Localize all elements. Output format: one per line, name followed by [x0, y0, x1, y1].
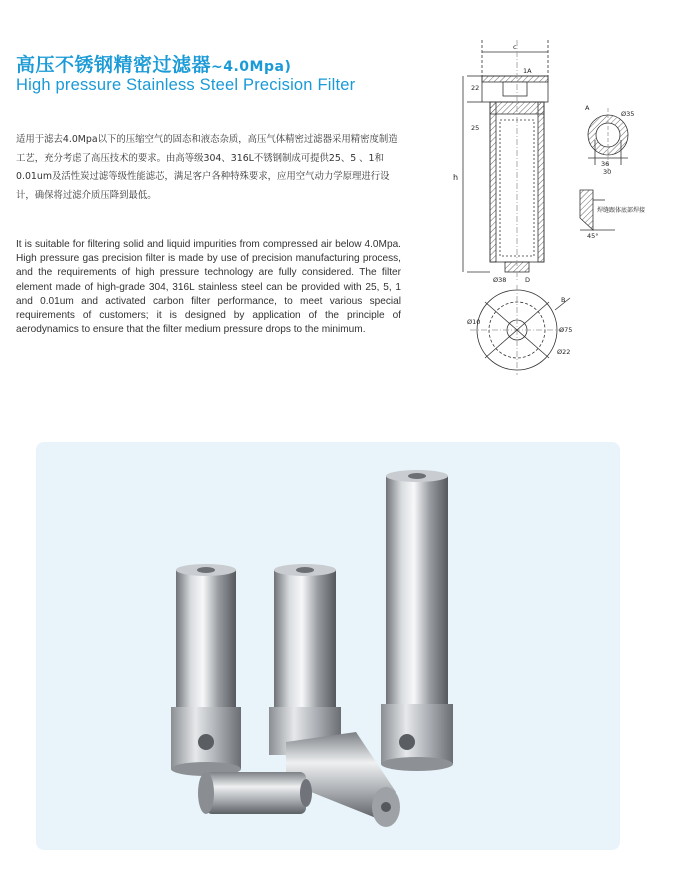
label-10: Ø10	[467, 318, 481, 326]
description-chinese: 适用于滤去4.0Mpa以下的压缩空气的固态和液态杂质，高压气体精密过滤器采用精密度制造工艺，充分考虑了高压技术的要求。由高等级304、316L不锈钢制成可提供25、5 、1和0.01um及活性炭过滤等级性能滤芯，满足客户各种特殊要求，应用空气动力学原理进行设计，确保将过滤介质压降到最低。	[16, 134, 398, 201]
product-photo-panel	[36, 442, 620, 850]
label-b: B	[561, 296, 566, 304]
label-d38: Ø38	[493, 276, 507, 284]
filter-medium	[269, 564, 341, 755]
product-title-english: High pressure Stainless Steel Precision Filter	[16, 76, 356, 94]
label-35: Ø35	[621, 110, 635, 118]
filter-tall-right	[381, 470, 453, 771]
product-photo	[36, 442, 620, 850]
product-title-chinese	[16, 50, 291, 77]
label-a: A	[585, 104, 590, 112]
title-cn-main: 高压不锈钢精密过滤器	[16, 54, 212, 76]
label-c: c	[513, 43, 517, 51]
label-h: h	[453, 173, 459, 182]
label-75: Ø75	[559, 326, 573, 334]
label-36: 36	[601, 160, 610, 168]
filter-short-left	[171, 564, 241, 776]
label-22b: Ø22	[557, 348, 571, 356]
label-a-section: 1A	[523, 67, 532, 75]
label-22: 22	[471, 84, 480, 92]
technical-drawing	[445, 40, 685, 380]
label-weld: 焊缝跟体底部焊接	[597, 207, 646, 214]
label-45: 45°	[587, 232, 599, 240]
label-25: 25	[471, 124, 480, 132]
label-d: D	[525, 276, 531, 284]
title-cn-pressure: ~4.0Mpa)	[211, 59, 292, 75]
description-english: It is suitable for filtering solid and liquid impurities from compressed air below 4.0Mpa. High pressure gas precision filter is made by use of precision manufacturing process, and the requirements of high pressure technology are fully considered. The filter element made of high-grade 304, 316L stainless steel can be provided with 25, 5, 1 and 0.01um and activated carbon filter performance, to meet various special requirements of customers; it is designed by application of the principle of aerodynamics to ensure that the filter medium pressure drops to the minimum.	[16, 239, 401, 336]
label-30: 30	[603, 168, 612, 176]
